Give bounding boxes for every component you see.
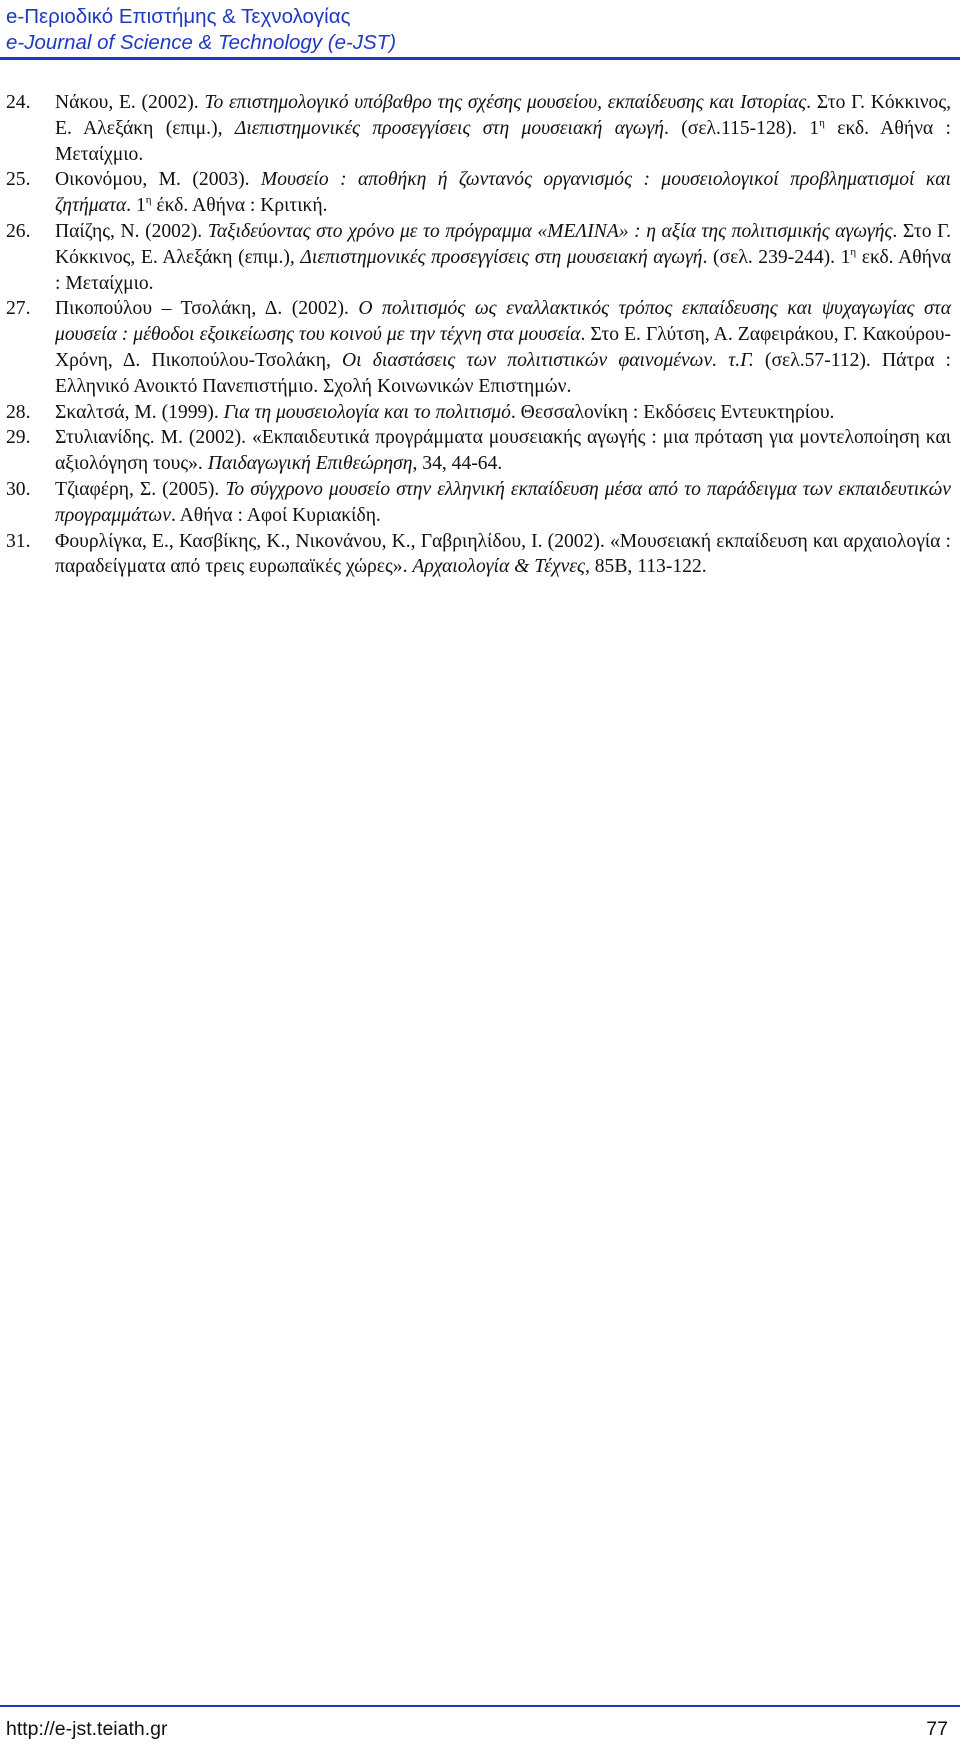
reference-segment: Οικονόμου, Μ. (2003).: [55, 169, 261, 191]
reference-segment: Στυλιανίδης. Μ. (2002). «Εκπαιδευτικά προγράμματα μουσειακής αγωγής : μια πρόταση για μοντελοποίηση και αξιολόγηση τους».: [55, 427, 951, 475]
journal-title-greek: e-Περιοδικό Επιστήμης & Τεχνολογίας: [6, 5, 351, 28]
journal-header: [6, 4, 960, 56]
reference-number: 27.: [6, 298, 31, 320]
reference-item: [0, 425, 960, 477]
reference-item: [0, 167, 960, 219]
reference-number: 31.: [6, 530, 31, 552]
reference-segment: . (σελ. 239-244). 1: [702, 246, 851, 268]
italic-title: Οι διαστάσεις των πολιτιστικών φαινομένων. τ.Γ.: [342, 349, 754, 371]
reference-number: 29.: [6, 427, 31, 449]
footer-url-link[interactable]: http://e-jst.teiath.gr: [6, 1718, 168, 1740]
reference-item: [0, 90, 960, 167]
reference-text: [55, 167, 951, 219]
reference-item: [0, 529, 960, 581]
italic-title: Για τη μουσειολογία και το πολιτισμό: [223, 401, 511, 423]
reference-text: [55, 477, 951, 529]
superscript: η: [850, 245, 857, 258]
reference-segment: , 85Β, 113-122.: [584, 556, 707, 578]
reference-segment: εκδ. Αθήνα : Μεταίχμιο.: [55, 246, 951, 294]
header-rule: [0, 57, 960, 60]
reference-text: [55, 425, 951, 477]
reference-number: 24.: [6, 92, 31, 113]
reference-segment: εκδ. Αθήνα : Μεταίχμιο.: [55, 117, 951, 165]
italic-title: Μουσείο : αποθήκη ή ζωντανός οργανισμός : μουσειολογικοί προβληματισμοί και ζητήματα: [55, 169, 951, 217]
italic-title: Το επιστημολογικό υπόβαθρο της σχέσης μουσείου, εκπαίδευσης και Ιστορίας: [204, 92, 807, 113]
reference-item: [0, 400, 960, 426]
reference-text: [55, 219, 951, 296]
reference-segment: Τζιαφέρη, Σ. (2005).: [55, 478, 226, 500]
italic-title: Αρχαιολογία & Τέχνες: [412, 556, 585, 578]
reference-text: [55, 296, 951, 399]
reference-segment: Παίζης, Ν. (2002).: [55, 220, 208, 242]
reference-number: 30.: [6, 478, 31, 500]
reference-segment: . Αθήνα : Αφοί Κυριακίδη.: [170, 504, 381, 526]
italic-title: Ταξιδεύοντας στο χρόνο με το πρόγραμμα «ΜΕΛΙΝΑ» : η αξία της πολιτισμικής αγωγής: [207, 220, 893, 242]
italic-title: Παιδαγωγική Επιθεώρηση: [207, 453, 413, 475]
reference-segment: Νάκου, Ε. (2002).: [55, 92, 205, 113]
reference-number: 28.: [6, 401, 31, 423]
superscript: η: [145, 194, 152, 207]
reference-text: [55, 90, 951, 167]
reference-item: [0, 296, 960, 399]
reference-text: [55, 529, 951, 581]
reference-segment: . (σελ.115-128). 1: [664, 117, 820, 139]
reference-number: 25.: [6, 169, 31, 191]
reference-list: [0, 90, 960, 580]
reference-segment: . 1: [126, 195, 146, 217]
reference-segment: . Στο Γ. Κόκκινος, Ε. Αλεξάκη (επιμ.),: [55, 92, 952, 139]
italic-title: Διεπιστημονικές προσεγγίσεις στη μουσειακή αγωγή: [300, 246, 703, 268]
superscript: η: [819, 116, 825, 129]
italic-title: Ο πολιτισμός ως εναλλακτικός τρόπος εκπαίδευσης και ψυχαγωγίας στα μουσεία : μέθοδοι εξοικείωσης του κοινού με την τέχνη στα μουσεία: [55, 298, 951, 346]
reference-item: [0, 219, 960, 296]
reference-number: 26.: [6, 220, 31, 242]
reference-text: [55, 400, 951, 426]
reference-segment: Πικοπούλου – Τσολάκη, Δ. (2002).: [55, 298, 359, 320]
reference-segment: . Στο Γ. Κόκκινος, Ε. Αλεξάκη (επιμ.),: [55, 220, 951, 268]
reference-item: [0, 477, 960, 529]
footer-rule: [0, 1705, 960, 1707]
italic-title: Το σύγχρονο μουσείο στην ελληνική εκπαίδευση μέσα από το παράδειγμα των εκπαιδευτικών προγραμμάτων: [55, 478, 951, 526]
reference-segment: Φουρλίγκα, Ε., Κασβίκης, Κ., Νικονάνου, Κ., Γαβριηλίδου, Ι. (2002). «Μουσειακή εκπαίδευση και αρχαιολογία : παραδείγματα από τρεις ευρωπαϊκές χώρες».: [55, 530, 951, 578]
reference-segment: , 34, 44-64.: [412, 453, 503, 475]
journal-title-english: e-Journal of Science & Technology (e-JST): [6, 31, 397, 54]
reference-segment: έκδ. Αθήνα : Κριτική.: [151, 195, 328, 217]
reference-segment: (σελ.57-112). Πάτρα : Ελληνικό Ανοικτό Πανεπιστήμιο. Σχολή Κοινωνικών Επιστημών.: [55, 349, 951, 397]
reference-segment: . Θεσσαλονίκη : Εκδόσεις Εντευκτηρίου.: [510, 401, 835, 423]
page-number: 77: [926, 1718, 948, 1740]
reference-segment: . Στο Ε. Γλύτση, Α. Ζαφειράκου, Γ. Κακούρου-Χρόνη, Δ. Πικοπούλου-Τσολάκη,: [55, 324, 951, 371]
italic-title: Διεπιστημονικές προσεγγίσεις στη μουσειακή αγωγή: [234, 117, 664, 139]
reference-segment: Σκαλτσά, Μ. (1999).: [55, 401, 224, 423]
